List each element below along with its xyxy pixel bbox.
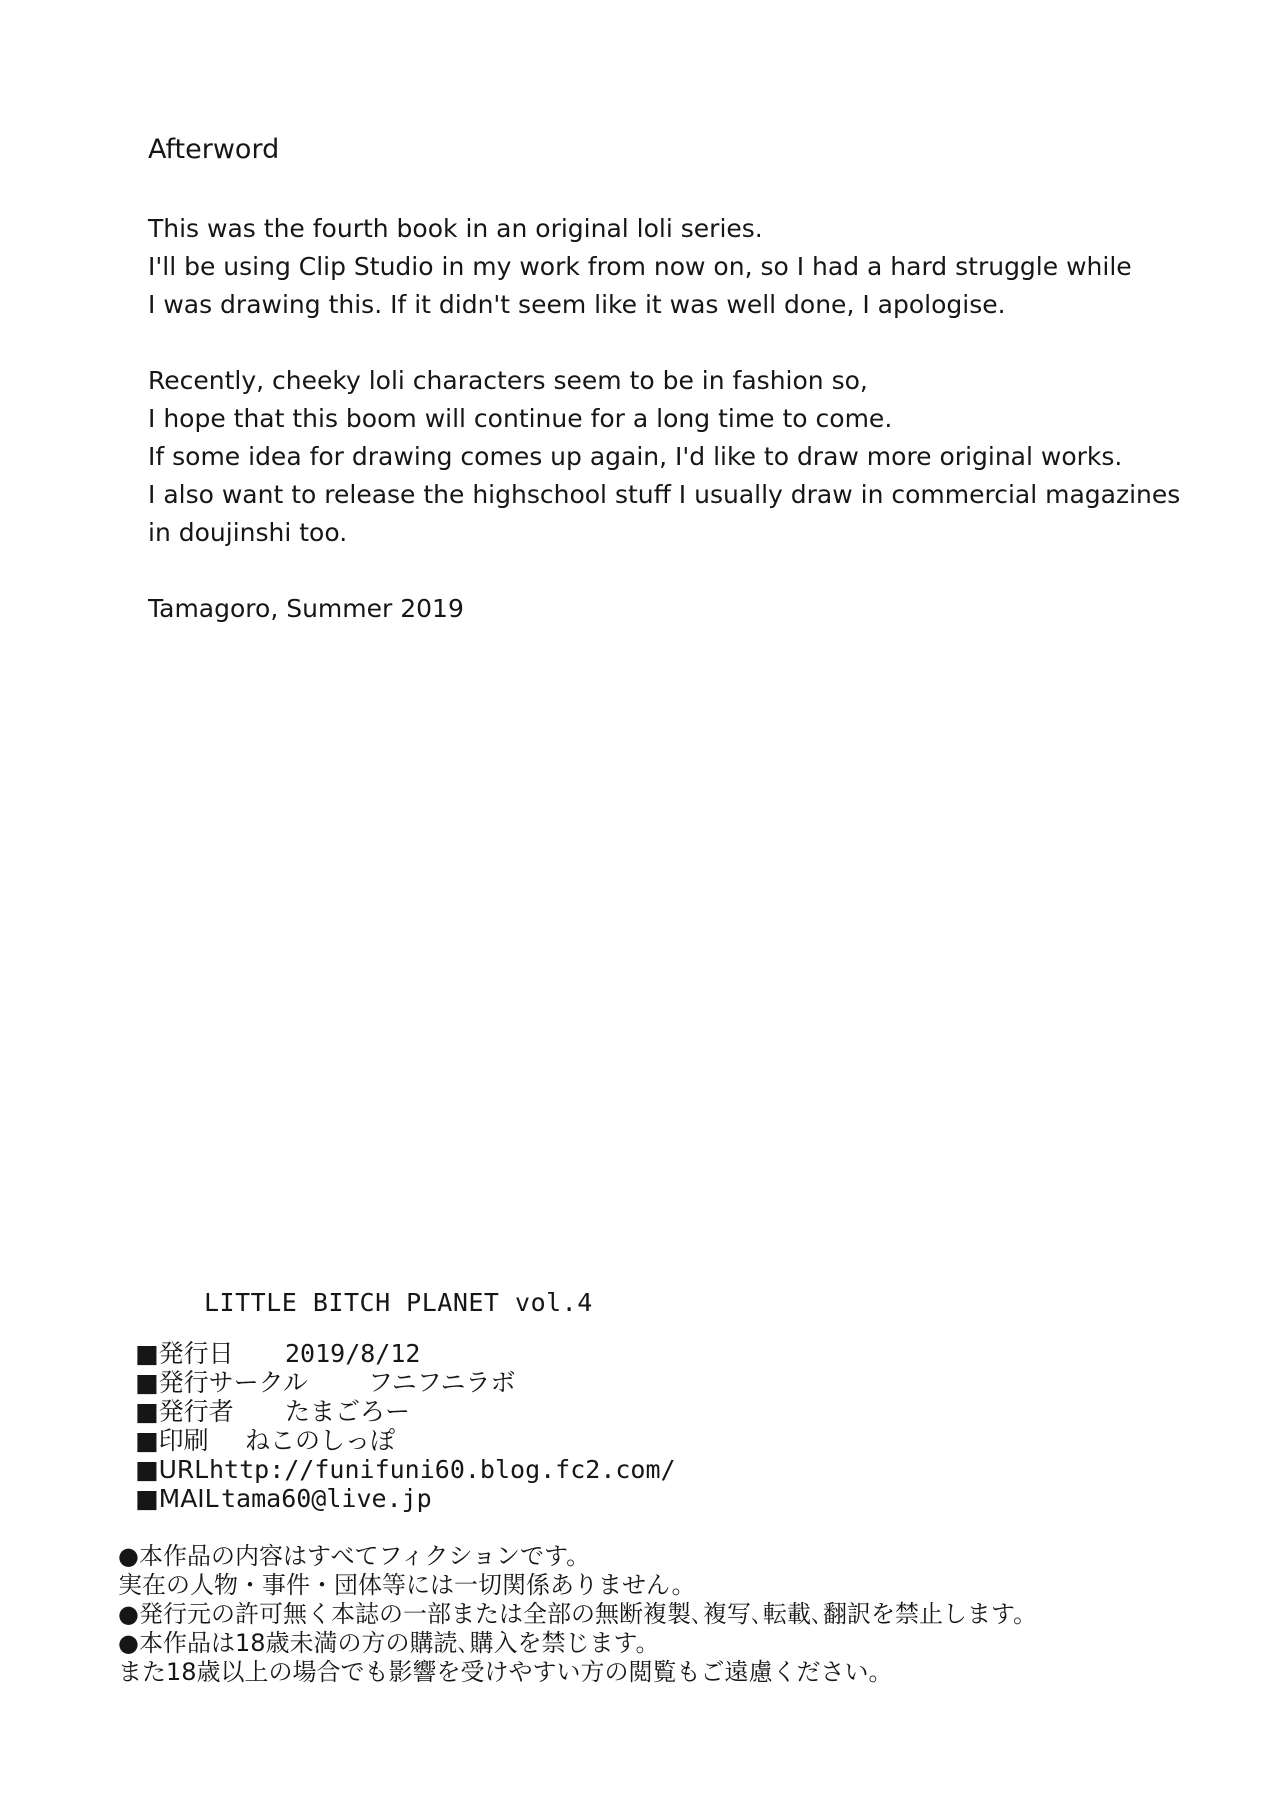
colophon-label: ■URL xyxy=(135,1455,209,1484)
colophon-row-circle xyxy=(135,1368,1035,1397)
afterword-title: Afterword xyxy=(148,134,280,165)
afterword-paragraph-2 xyxy=(148,362,1188,552)
colophon-row-url xyxy=(135,1455,1035,1484)
colophon-label: ■印刷 xyxy=(135,1426,209,1455)
afterword-line: I hope that this boom will continue for a long time to come. xyxy=(148,404,893,433)
colophon-value: フニフニラボ xyxy=(368,1368,516,1397)
colophon-row-mail xyxy=(135,1484,1035,1513)
afterword-line: I'll be using Clip Studio in my work from now on, so I had a hard struggle while xyxy=(148,252,1132,281)
afterword-line: I also want to release the highschool stuff I usually draw in commercial magazines xyxy=(148,480,1181,509)
afterword-section xyxy=(148,132,1188,628)
afterword-line: I was drawing this. If it didn't seem like it was well done, I apologise. xyxy=(148,290,1006,319)
notice-line: ●本作品の内容はすべてフィクションです。 xyxy=(118,1542,591,1570)
colophon-mail: tama60@live.jp xyxy=(221,1484,432,1513)
colophon-label: ■発行サークル xyxy=(135,1368,308,1397)
afterword-line: This was the fourth book in an original loli series. xyxy=(148,214,763,243)
notice-line: ●本作品は18歳未満の方の購読､購入を禁じます。 xyxy=(118,1629,660,1657)
colophon-row-publisher xyxy=(135,1397,1035,1426)
colophon-label: ■発行日 xyxy=(135,1339,234,1368)
colophon-url: http://funifuni60.blog.fc2.com/ xyxy=(209,1455,676,1484)
colophon-label: ■MAIL xyxy=(135,1484,219,1513)
colophon xyxy=(135,1339,1035,1513)
afterword-line: Recently, cheeky loli characters seem to be in fashion so, xyxy=(148,366,868,395)
colophon-label: ■発行者 xyxy=(135,1397,234,1426)
afterword-signature: Tamagoro, Summer 2019 xyxy=(148,594,464,623)
notice-line: また18歳以上の場合でも影響を受けやすい方の閲覧もご遠慮ください。 xyxy=(118,1658,893,1686)
colophon-value: たまごろー xyxy=(285,1397,411,1426)
afterword-line: in doujinshi too. xyxy=(148,518,348,547)
colophon-row-publish-date xyxy=(135,1339,1035,1368)
colophon-title: LITTLE BITCH PLANET vol.4 xyxy=(204,1288,593,1317)
colophon-row-printer xyxy=(135,1426,1035,1455)
afterword-paragraph-1 xyxy=(148,210,1188,324)
notice-line: 実在の人物・事件・団体等には一切関係ありません。 xyxy=(118,1571,696,1599)
afterword-line: If some idea for drawing comes up again, I'd like to draw more original works. xyxy=(148,442,1123,471)
colophon-value: 2019/8/12 xyxy=(285,1339,421,1368)
notice-line: ●発行元の許可無く本誌の一部または全部の無断複製､複写､転載､翻訳を禁止します。 xyxy=(118,1600,1038,1628)
colophon-value: ねこのしっぽ xyxy=(245,1426,396,1455)
legal-notices xyxy=(118,1542,1198,1687)
